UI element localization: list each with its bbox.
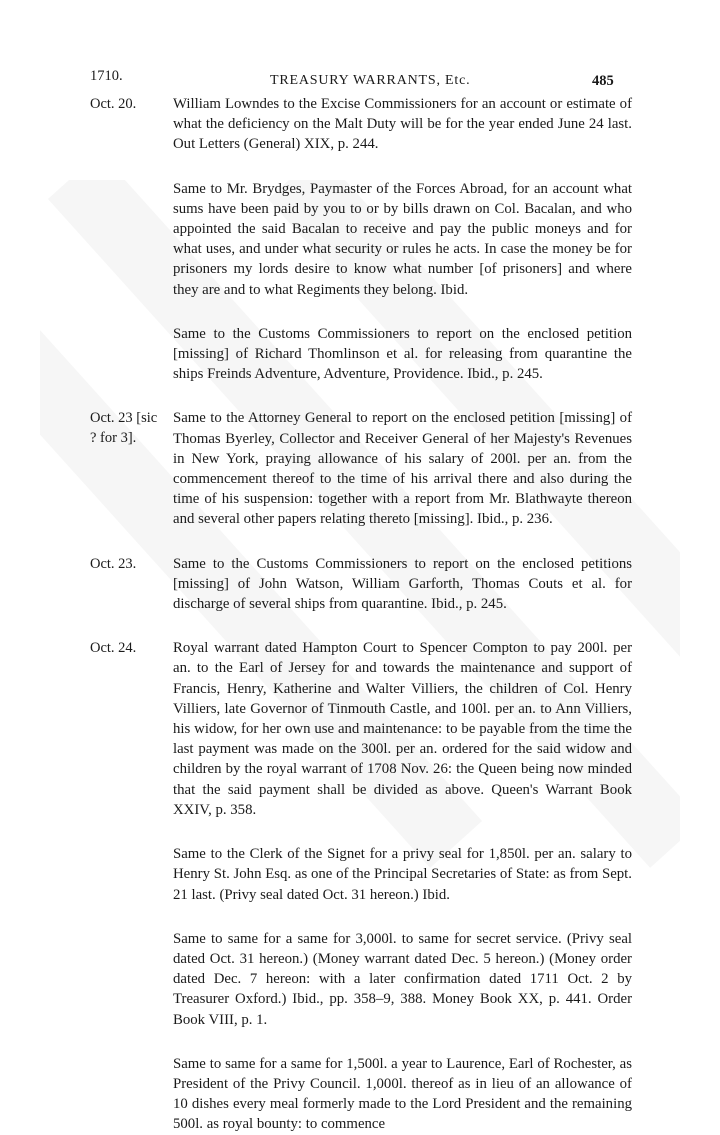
paragraph: Same to Mr. Brydges, Paymaster of the Forces Abroad, for an account what sums have been paid by you to or by bills drawn on Col. Bacalan, and who appointed the said Bacalan to receive and pay the public moneys and for what uses, and under what security or rules he acts. In case the money be for prisoners my lords desire to know what number [of prisoners] and where they are and to what Regiments they belong. Ibid. xyxy=(173,180,632,298)
margin-date: Oct. 23. xyxy=(90,555,137,572)
entry xyxy=(0,929,720,1030)
margin-year: 1710. xyxy=(90,68,123,84)
paragraph: Same to the Attorney General to report on the enclosed petition [missing] of Thomas Byerley, Collector and Receiver General of her Majesty's Revenues in New York, praying allowance of his salary of 200l. per an. from the commencement thereof to the time of his arrival there and also during the time of his suspension: together with a report from Mr. Blathwayte thereon and several other papers relating thereto [missing]. Ibid., p. 236. xyxy=(173,410,632,528)
entry xyxy=(0,554,720,615)
paragraph: Same to the Customs Commissioners to report on the enclosed petitions [missing] of John Watson, William Garforth, Thomas Couts et al. for discharge of several ships from quarantine. Ibid., p. 245. xyxy=(173,555,632,613)
entry xyxy=(0,1054,720,1135)
entry xyxy=(0,94,720,155)
paragraph: Same to the Customs Commissioners to report on the enclosed petition [missing] of Richard Thomlinson et al. for releasing from quarantine the ships Freinds Adventure, Adventure, Providence. Ibid., p. 245. xyxy=(173,325,632,383)
entry xyxy=(0,324,720,385)
page-number: 485 xyxy=(592,73,614,89)
running-title: TREASURY WARRANTS, Etc. xyxy=(270,73,471,88)
margin-date: Oct. 20. xyxy=(90,96,137,112)
paragraph: Same to same for a same for 1,500l. a year to Laurence, Earl of Rochester, as President of the Privy Council. 1,000l. thereof as in lieu of an allowance of 10 dishes every meal formerly made to the Lord President and the remaining 500l. as royal bounty: to commence xyxy=(173,1055,632,1133)
paragraph: Royal warrant dated Hampton Court to Spencer Compton to pay 200l. per an. to the Earl of Jersey for and towards the maintenance and support of Francis, Henry, Katherine and Walter Villiers, the children of Col. Henry Villiers, late Governor of Tinmouth Castle, and 100l. per an. to Ann Villiers, his widow, for her own use and maintenance: to be payable from the time the last payment was made on the 300l. per an. ordered for the said widow and children by the royal warrant of 1708 Nov. 26: the Queen being now minded that the said payment shall be divided as above. Queen's Warrant Book XXIV, p. 358. xyxy=(173,640,632,818)
entry xyxy=(0,638,720,820)
paragraph: William Lowndes to the Excise Commissioners for an account or estimate of what the deficiency on the Malt Duty will be for the year ended June 24 last. Out Letters (General) XIX, p. 244. xyxy=(173,96,632,153)
entry xyxy=(0,179,720,300)
margin-date: Oct. 24. xyxy=(90,640,137,657)
margin-date: Oct. 23 [sic ? for 3]. xyxy=(90,410,158,447)
paragraph: Same to the Clerk of the Signet for a privy seal for 1,850l. per an. salary to Henry St. John Esq. as one of the Principal Secretaries of State: as from Sept. 21 last. (Privy seal dated Oct. 31 hereon.) Ibid. xyxy=(173,846,632,903)
entry xyxy=(0,844,720,905)
paragraph: Same to same for a same for 3,000l. to same for secret service. (Privy seal dated Oct. 31 hereon.) (Money warrant dated Dec. 5 hereon.) (Money order dated Dec. 7 hereon: with a later confirmation dated 1711 Oct. 2 by Treasurer Oxford.) Ibid., pp. 358–9, 388. Money Book XX, p. 441. Order Book VIII, p. 1. xyxy=(173,930,632,1028)
entry xyxy=(0,408,720,529)
document-body xyxy=(0,94,720,1135)
